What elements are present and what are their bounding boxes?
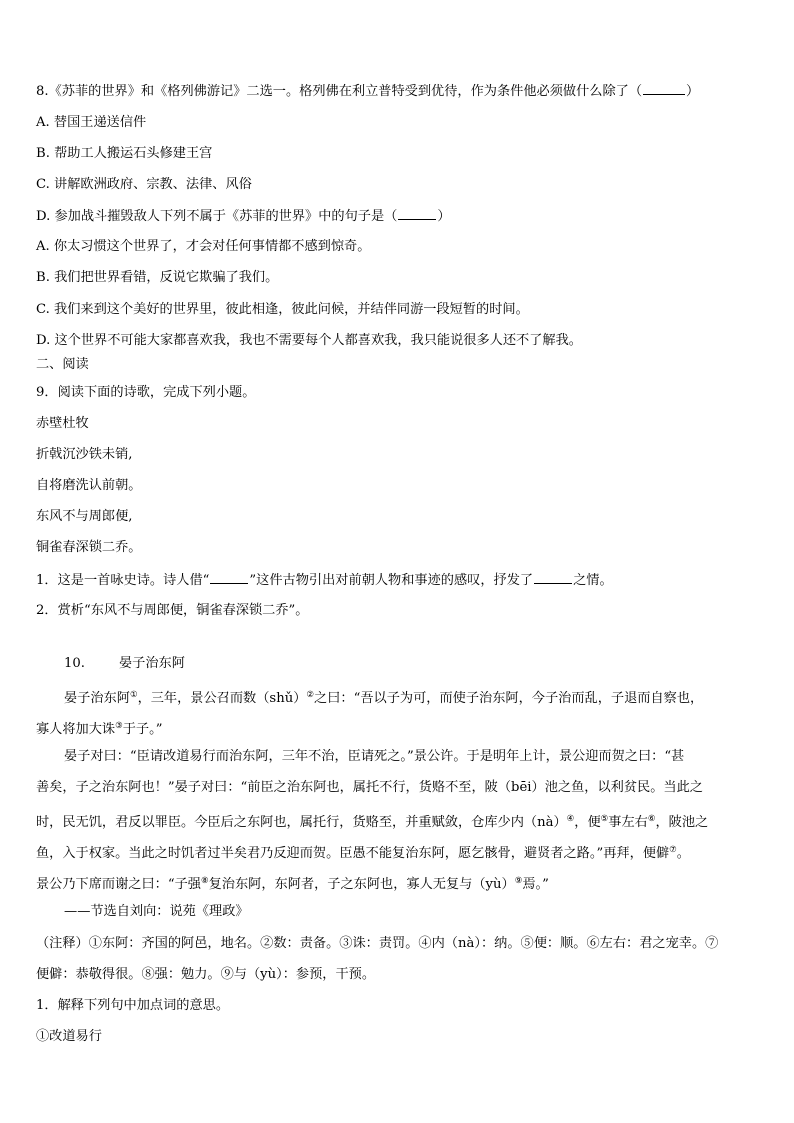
footnote-marker: ⑦	[669, 845, 677, 855]
section-heading: 二、阅读	[36, 357, 89, 372]
q8-option-d	[36, 207, 451, 226]
passage-text: 于子。”	[122, 722, 163, 737]
answer-blank[interactable]	[210, 571, 248, 584]
passage-line	[36, 872, 549, 894]
answer-blank[interactable]	[643, 82, 685, 95]
passage-text: 景公乃下席而谢之曰：“子强	[36, 877, 201, 892]
passage-line	[36, 810, 708, 832]
footnote-marker: ③	[115, 721, 123, 731]
passage-line	[36, 841, 690, 863]
passage-text: 时，民无饥，君反以罪臣。今臣后之东阿也，属托行，货赂至，并重赋敛，仓库少内（nà）	[36, 815, 567, 830]
q9-sub1-text-c: 之情。	[573, 573, 613, 588]
footnote-marker: ⑤	[600, 814, 609, 824]
poem-title: 赤壁杜牧	[36, 416, 89, 431]
poem-line: 铜雀春深锁二乔。	[36, 540, 142, 555]
q8-option-c: C. 讲解欧洲政府、宗教、法律、风俗	[36, 177, 252, 192]
q8-sub-option-c: C. 我们来到这个美好的世界里，彼此相逢，彼此问候，并结伴同游一段短暂的时间。	[36, 302, 529, 317]
poem-line: 自将磨洗认前朝。	[36, 478, 142, 493]
q8-sub-option-a: A. 你太习惯这个世界了，才会对任何事情都不感到惊奇。	[36, 239, 371, 254]
passage-line	[36, 717, 162, 739]
answer-blank[interactable]	[534, 571, 572, 584]
passage-text: ，三年，景公召而数（shǔ）	[137, 691, 307, 706]
q10-sub1: 1．解释下列句中加点词的意思。	[36, 998, 230, 1013]
q9-sub1-text-b: ”这件古物引出对前朝人物和事迹的感叹，抒发了	[249, 573, 534, 588]
passage-source: ——节选自刘向：说苑《理政》	[64, 904, 249, 919]
footnote-marker: ④	[566, 814, 575, 824]
passage-text: 复治东阿，东阿者，子之东阿也，寡人无复与（yù）	[208, 877, 515, 892]
q8-stem-close: ）	[686, 84, 700, 99]
q9-sub1-text-a: 1．这是一首咏史诗。诗人借“	[36, 573, 210, 588]
q10-sub1-item: ①改道易行	[36, 1029, 102, 1044]
passage-text: 。	[676, 846, 690, 861]
q10-heading	[64, 655, 185, 673]
q10-title: 晏子治东阿	[119, 656, 185, 671]
answer-blank[interactable]	[398, 207, 436, 220]
notes-line: 便僻：恭敬得很。⑧强：勉力。⑨与（yù）：参预，干预。	[36, 967, 376, 982]
q8-option-d-close: ）	[437, 209, 451, 224]
q8-option-a: A. 替国王递送信件	[36, 115, 147, 130]
q9-sub2: 2．赏析“东风不与周郎便，铜雀春深锁二乔”。	[36, 603, 309, 618]
q8-stem-text: 8.《苏菲的世界》和《格列佛游记》二选一。格列佛在利立普特受到优待，作为条件他必须做什么除了（	[36, 84, 643, 99]
footnote-marker: ⑥	[647, 814, 656, 824]
passage-text: 焉。”	[522, 877, 549, 892]
passage-line: 晏子对曰：“臣请改道易行而治东阿，三年不治，臣请死之。”景公许。于是明年上计，景公迎而贺之曰：“甚	[64, 749, 685, 764]
passage-text: 之曰：“吾以子为可，而使子治东阿，今子治而乱，子退而自察也，	[314, 691, 704, 706]
q8-stem	[36, 82, 699, 101]
notes-line: （注释）①东阿：齐国的阿邑，地名。②数：责备。③诛：责罚。④内（nà）：纳。⑤便：顺。⑥左右：君之宠幸。⑦	[36, 936, 719, 951]
passage-text: ，陂池之	[655, 815, 709, 830]
passage-line	[64, 686, 703, 708]
q10-number: 10.	[64, 656, 85, 671]
q8-sub-option-b: B. 我们把世界看错，反说它欺骗了我们。	[36, 270, 279, 285]
q9-sub1	[36, 571, 613, 590]
q8-option-d-text: D. 参加战斗摧毁敌人下列不属于《苏菲的世界》中的句子是（	[36, 209, 398, 224]
passage-line: 善矣，子之治东阿也！”晏子对曰：“前臣之治东阿也，属托不行，货赂不至，陂（bēi）池之鱼，以利贫民。当此之	[36, 780, 703, 795]
poem-line: 东风不与周郎便,	[36, 509, 133, 524]
footnote-marker: ⑧	[201, 876, 209, 886]
poem-line: 折戟沉沙铁未销,	[36, 447, 133, 462]
q9-stem: 9．阅读下面的诗歌，完成下列小题。	[36, 385, 256, 400]
passage-text: 寡人将加大诛	[36, 722, 116, 737]
passage-text: ，便	[574, 815, 601, 830]
q8-option-b: B. 帮助工人搬运石头修建王宫	[36, 146, 213, 161]
passage-text: 晏子治东阿	[64, 691, 130, 706]
q8-sub-option-d: D. 这个世界不可能大家都喜欢我，我也不需要每个人都喜欢我，我只能说很多人还不了解我。	[36, 333, 582, 348]
footnote-marker: ①	[129, 690, 138, 700]
footnote-marker: ②	[306, 690, 315, 700]
passage-text: 鱼，入于权家。当此之时饥者过半矣君乃反迎而贺。臣愚不能复治东阿，愿乞骸骨，避贤者之路。”再拜，便僻	[36, 846, 670, 861]
footnote-marker: ⑨	[514, 876, 523, 886]
passage-text: 事左右	[608, 815, 648, 830]
